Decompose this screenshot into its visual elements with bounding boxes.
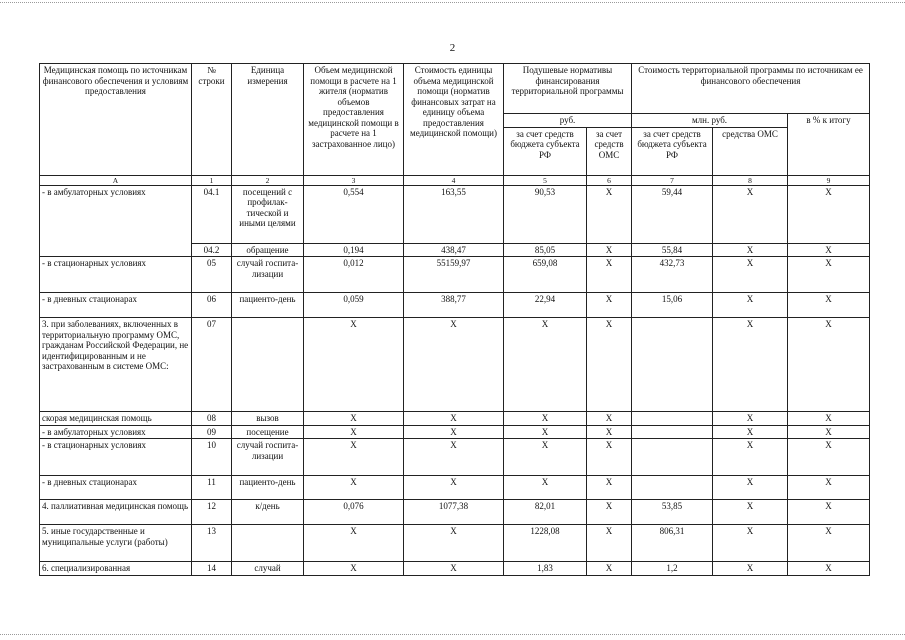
row-percap-budget: Х	[504, 425, 587, 439]
table-row	[40, 318, 870, 412]
row-cost-budget: 53,85	[632, 500, 713, 525]
row-percap-oms: Х	[587, 412, 632, 426]
row-pct-total: Х	[788, 185, 870, 243]
row-cost-budget	[632, 476, 713, 500]
index-cell: 4	[404, 175, 504, 185]
table-row	[40, 293, 870, 318]
row-percap-oms: Х	[587, 562, 632, 576]
index-cell: А	[40, 175, 192, 185]
row-cost-oms: Х	[713, 525, 788, 562]
row-unit-cost: Х	[404, 562, 504, 576]
table-row	[40, 562, 870, 576]
row-percap-oms: Х	[587, 185, 632, 243]
row-unit: к/день	[232, 500, 304, 525]
row-name: 5. иные государственные и муниципальные услуги (работы)	[40, 525, 192, 562]
row-number: 12	[192, 500, 232, 525]
row-volume: Х	[304, 562, 404, 576]
table-row	[40, 500, 870, 525]
row-cost-oms: Х	[713, 476, 788, 500]
row-number: 05	[192, 257, 232, 293]
row-number: 11	[192, 476, 232, 500]
row-number: 10	[192, 439, 232, 476]
row-unit-cost: 388,77	[404, 293, 504, 318]
row-name	[40, 243, 192, 257]
row-percap-budget: Х	[504, 318, 587, 412]
row-volume: 0,554	[304, 185, 404, 243]
row-unit-cost: Х	[404, 318, 504, 412]
row-number: 14	[192, 562, 232, 576]
table-row	[40, 243, 870, 257]
row-number: 09	[192, 425, 232, 439]
row-percap-budget: 90,53	[504, 185, 587, 243]
row-cost-budget	[632, 412, 713, 426]
row-percap-budget: 22,94	[504, 293, 587, 318]
row-pct-total: Х	[788, 243, 870, 257]
row-unit-cost: 1077,38	[404, 500, 504, 525]
row-unit: вызов	[232, 412, 304, 426]
row-percap-budget: Х	[504, 439, 587, 476]
row-number: 04.1	[192, 185, 232, 243]
row-cost-budget: 15,06	[632, 293, 713, 318]
row-unit-cost: Х	[404, 525, 504, 562]
row-name: 3. при заболеваниях, включенных в территориальную программу ОМС, гражданам Российской Федерации, не идентифицированным и не застрахованным в системе ОМС:	[40, 318, 192, 412]
header-per-capita: Подушевые нормативы финансирования территориальной программы	[504, 64, 632, 114]
row-percap-budget: 82,01	[504, 500, 587, 525]
index-cell: 1	[192, 175, 232, 185]
row-cost-oms: Х	[713, 257, 788, 293]
row-cost-budget	[632, 318, 713, 412]
row-unit: пациенто-день	[232, 476, 304, 500]
header-col-a: Медицинская помощь по источникам финансового обеспечения и условиям предоставления	[40, 64, 192, 176]
row-cost-oms: Х	[713, 243, 788, 257]
page-number: 2	[449, 42, 456, 54]
row-volume: Х	[304, 425, 404, 439]
row-name: скорая медицинская помощь	[40, 412, 192, 426]
row-cost-oms: Х	[713, 185, 788, 243]
row-percap-oms: Х	[587, 257, 632, 293]
row-percap-oms: Х	[587, 243, 632, 257]
table-row	[40, 439, 870, 476]
row-name: - в амбулаторных условиях	[40, 425, 192, 439]
header-rub: руб.	[504, 114, 632, 128]
row-percap-budget: Х	[504, 476, 587, 500]
row-cost-oms: Х	[713, 500, 788, 525]
scan-edge-bottom	[0, 634, 905, 635]
row-cost-budget	[632, 425, 713, 439]
row-unit	[232, 318, 304, 412]
row-volume: Х	[304, 412, 404, 426]
row-cost-oms: Х	[713, 562, 788, 576]
row-unit: посещений с профилак-тической и иными целями	[232, 185, 304, 243]
row-percap-oms: Х	[587, 525, 632, 562]
header-col-4: Стоимость единицы объема медицинской помощи (норматив финансовых затрат на единицу объема предоставления медицинской помощи)	[404, 64, 504, 176]
table-row	[40, 185, 870, 243]
row-pct-total: Х	[788, 500, 870, 525]
table-row	[40, 525, 870, 562]
row-volume: 0,012	[304, 257, 404, 293]
table-row	[40, 425, 870, 439]
row-percap-oms: Х	[587, 425, 632, 439]
header-col-3: Объем медицинской помощи в расчете на 1 жителя (норматив объемов предоставления медицинской помощи в расчете на 1 застрахованное лицо)	[304, 64, 404, 176]
row-volume: 0,059	[304, 293, 404, 318]
financing-table	[39, 63, 870, 576]
row-percap-budget: 1,83	[504, 562, 587, 576]
row-cost-budget: 55,84	[632, 243, 713, 257]
index-cell: 5	[504, 175, 587, 185]
index-cell: 6	[587, 175, 632, 185]
row-volume: Х	[304, 439, 404, 476]
row-pct-total: Х	[788, 562, 870, 576]
row-percap-budget: Х	[504, 412, 587, 426]
row-name: - в дневных стационарах	[40, 476, 192, 500]
row-percap-budget: 659,08	[504, 257, 587, 293]
header-col-7: за счет средств бюджета субъекта РФ	[632, 127, 713, 175]
index-cell: 8	[713, 175, 788, 185]
index-cell: 9	[788, 175, 870, 185]
row-cost-budget: 59,44	[632, 185, 713, 243]
header-program-cost: Стоимость территориальной программы по источникам ее финансового обеспечения	[632, 64, 870, 114]
row-unit-cost: Х	[404, 439, 504, 476]
table-row	[40, 412, 870, 426]
header-col-6: за счет средств ОМС	[587, 127, 632, 175]
row-unit-cost: Х	[404, 412, 504, 426]
row-percap-budget: 85,05	[504, 243, 587, 257]
row-percap-oms: Х	[587, 476, 632, 500]
row-percap-budget: 1228,08	[504, 525, 587, 562]
row-number: 04.2	[192, 243, 232, 257]
row-unit-cost: 438,47	[404, 243, 504, 257]
row-number: 07	[192, 318, 232, 412]
row-percap-oms: Х	[587, 318, 632, 412]
row-number: 13	[192, 525, 232, 562]
header-col-8: средства ОМС	[713, 127, 788, 175]
row-number: 06	[192, 293, 232, 318]
row-percap-oms: Х	[587, 439, 632, 476]
row-cost-budget: 432,73	[632, 257, 713, 293]
row-unit: случай	[232, 562, 304, 576]
row-volume: 0,076	[304, 500, 404, 525]
table-row	[40, 476, 870, 500]
row-unit: посещение	[232, 425, 304, 439]
row-unit-cost: 163,55	[404, 185, 504, 243]
row-pct-total: Х	[788, 412, 870, 426]
row-name: - в амбулаторных условиях	[40, 185, 192, 243]
row-pct-total: Х	[788, 439, 870, 476]
row-cost-budget: 1,2	[632, 562, 713, 576]
row-cost-oms: Х	[713, 425, 788, 439]
header-pct-total: в % к итогу	[788, 114, 870, 176]
row-cost-budget: 806,31	[632, 525, 713, 562]
row-name: - в стационарных условиях	[40, 439, 192, 476]
index-cell: 3	[304, 175, 404, 185]
table-row	[40, 257, 870, 293]
index-cell: 7	[632, 175, 713, 185]
row-cost-oms: Х	[713, 293, 788, 318]
row-unit-cost: 55159,97	[404, 257, 504, 293]
row-unit: случай госпита-лизации	[232, 439, 304, 476]
row-cost-oms: Х	[713, 318, 788, 412]
row-name: 4. паллиативная медицинская помощь	[40, 500, 192, 525]
header-mln-rub: млн. руб.	[632, 114, 788, 128]
row-cost-budget	[632, 439, 713, 476]
row-pct-total: Х	[788, 257, 870, 293]
row-pct-total: Х	[788, 525, 870, 562]
header-col-1: № строки	[192, 64, 232, 176]
row-unit-cost: Х	[404, 425, 504, 439]
row-pct-total: Х	[788, 318, 870, 412]
row-percap-oms: Х	[587, 500, 632, 525]
row-pct-total: Х	[788, 293, 870, 318]
row-pct-total: Х	[788, 476, 870, 500]
row-volume: Х	[304, 476, 404, 500]
row-cost-oms: Х	[713, 439, 788, 476]
row-unit: обращение	[232, 243, 304, 257]
row-name: - в стационарных условиях	[40, 257, 192, 293]
row-name: - в дневных стационарах	[40, 293, 192, 318]
index-cell: 2	[232, 175, 304, 185]
row-cost-oms: Х	[713, 412, 788, 426]
row-volume: Х	[304, 318, 404, 412]
row-unit	[232, 525, 304, 562]
row-name: 6. специализированная	[40, 562, 192, 576]
row-unit: пациенто-день	[232, 293, 304, 318]
row-unit: случай госпита-лизации	[232, 257, 304, 293]
row-unit-cost: Х	[404, 476, 504, 500]
row-percap-oms: Х	[587, 293, 632, 318]
header-col-5: за счет средств бюджета субъекта РФ	[504, 127, 587, 175]
row-volume: 0,194	[304, 243, 404, 257]
scan-edge-top	[0, 2, 905, 3]
row-pct-total: Х	[788, 425, 870, 439]
header-col-2: Единица измерения	[232, 64, 304, 176]
row-volume: Х	[304, 525, 404, 562]
row-number: 08	[192, 412, 232, 426]
